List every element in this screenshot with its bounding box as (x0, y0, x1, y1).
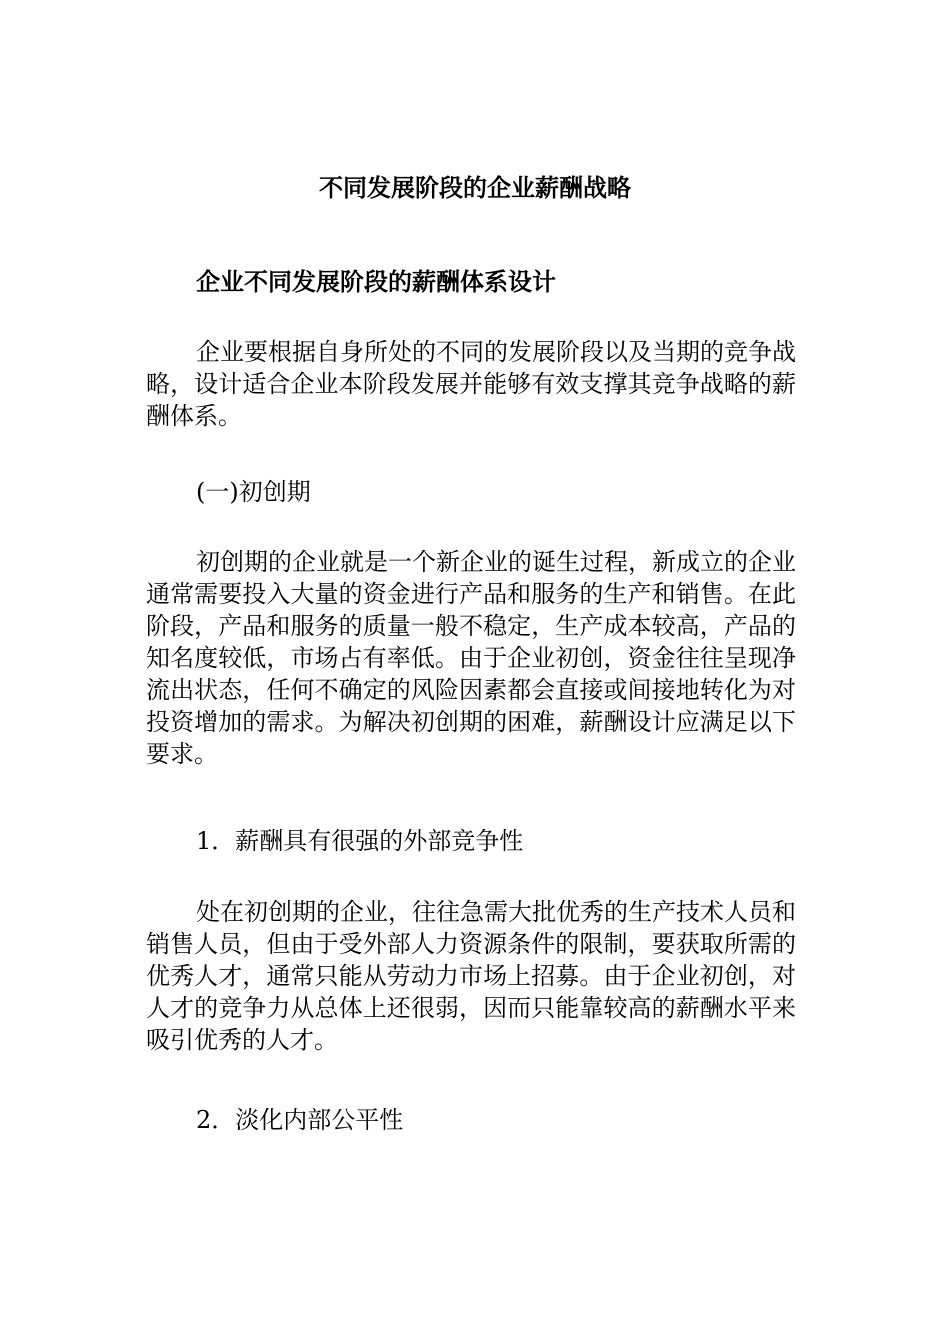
document-title: 不同发展阶段的企业薪酬战略 (319, 173, 631, 202)
paragraph-external-competitiveness: 处在初创期的企业，往往急需大批优秀的生产技术人员和销售人员，但由于受外部人力资源条件的限制，要获取所需的优秀人才，通常只能从劳动力市场上招募。由于企业初创，对人才的竞争力从总体上还很弱，因而只能靠较高的薪酬水平来吸引优秀的人才。 (146, 898, 796, 1054)
list-item-heading-1: 1．薪酬具有很强的外部竞争性 (196, 827, 524, 855)
list-item-heading-2: 2．淡化内部公平性 (196, 1106, 404, 1134)
paragraph-intro: 企业要根据自身所处的不同的发展阶段以及当期的竞争战略，设计适合企业本阶段发展并能够有效支撑其竞争战略的薪酬体系。 (146, 338, 796, 430)
section-heading: 企业不同发展阶段的薪酬体系设计 (196, 267, 556, 296)
paragraph-startup-description: 初创期的企业就是一个新企业的诞生过程，新成立的企业通常需要投入大量的资金进行产品和服务的生产和销售。在此阶段，产品和服务的质量一般不稳定，生产成本较高，产品的知名度较低，市场占有率低。由于企业初创，资金往往呈现净流出状态，任何不确定的风险因素都会直接或间接地转化为对投资增加的需求。为解决初创期的困难，薪酬设计应满足以下要求。 (146, 548, 796, 768)
document-page (146, 0, 804, 1344)
subheading-startup-stage: (一)初创期 (196, 478, 311, 506)
